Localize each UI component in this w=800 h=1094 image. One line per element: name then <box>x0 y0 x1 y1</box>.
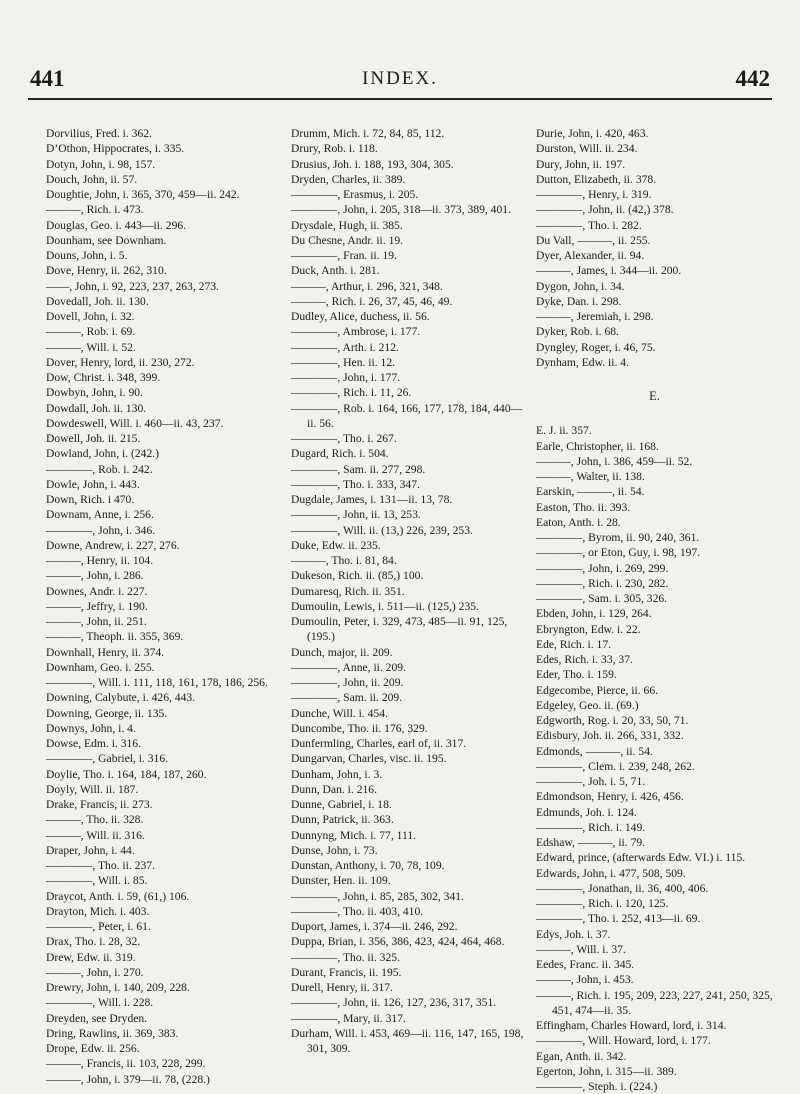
index-entry: ————, Tho. ii. 237. <box>46 859 155 872</box>
index-entry: ————, Tho. ii. 325. <box>291 950 400 964</box>
index-entry: ————, Fran. ii. 19. <box>291 249 397 262</box>
index-entry: Down, Rich. i 470. <box>46 493 135 506</box>
index-entry: Edmondson, Henry, i. 426, 456. <box>536 790 684 804</box>
index-entry: ———, John, i. 286. <box>46 569 144 583</box>
page-header <box>28 58 772 100</box>
index-entry: Edshaw, ———, ii. 79. <box>536 836 646 849</box>
index-entry: Drury, Rob. i. 118. <box>291 142 378 156</box>
index-column-3 <box>536 126 773 1094</box>
index-entry: Dow, Christ. i. 348, 399. <box>46 371 161 384</box>
index-entry: ————, Tho. i. 282. <box>536 218 642 232</box>
index-entry: ————, John, i. 346. <box>46 523 156 537</box>
index-entry: Dowdeswell, Will. i. 460—ii. 43, 237. <box>46 416 224 430</box>
index-entry: Dunham, John, i. 3. <box>291 767 383 781</box>
index-entry: ————, John, i. 85, 285, 302, 341. <box>291 889 464 903</box>
page-number-right: 442 <box>735 66 770 91</box>
index-entry: Edmonds, ———, ii. 54. <box>536 744 653 758</box>
index-entry: ———, Arthur, i. 296, 321, 348. <box>291 279 443 293</box>
index-entry: ————, John, i. 269, 299. <box>536 561 669 575</box>
index-entry: ———, Jeffry, i. 190. <box>46 599 148 613</box>
index-entry: Downing, Calybute, i. 426, 443. <box>46 691 196 705</box>
index-entry: Dyker, Rob. i. 68. <box>536 325 619 339</box>
index-entry: Dotyn, John, i. 98, 157. <box>46 157 156 171</box>
index-entry: Doylie, Tho. i. 164, 184, 187, 260. <box>46 767 207 781</box>
index-entry: ————, Byrom, ii. 90, 240, 361. <box>536 531 700 544</box>
index-entry: Dukeson, Rich. ii. (85,) 100. <box>291 569 424 583</box>
index-entry: Edward, prince, (afterwards Edw. VI.) i. 115. <box>536 851 746 865</box>
index-entry: Dunn, Dan. i. 216. <box>291 782 377 796</box>
index-entry: Doyly, Will. ii. 187. <box>46 782 139 796</box>
index-entry: Dovedall, Joh. ii. 130. <box>46 294 149 308</box>
index-entry: Downe, Andrew, i. 227, 276. <box>46 538 180 552</box>
index-entry: ———, John, ii. 251. <box>46 615 147 628</box>
index-entry: Earle, Christopher, ii. 168. <box>536 439 659 453</box>
index-entry: Egan, Anth. ii. 342. <box>536 1049 627 1063</box>
index-columns <box>46 126 774 1094</box>
index-entry: Duppa, Brian, i. 356, 386, 423, 424, 464, 468. <box>291 935 505 949</box>
index-entry: ———, James, i. 344—ii. 200. <box>536 264 682 278</box>
index-entry: Drusius, Joh. i. 188, 193, 304, 305. <box>291 157 454 171</box>
index-entry: ———, Rich. i. 473. <box>46 203 144 217</box>
index-entry: ————, Will. i. 85. <box>46 874 148 888</box>
index-entry: ———, Francis, ii. 103, 228, 299. <box>46 1057 206 1071</box>
index-entry: ————, Tho. ii. 403, 410. <box>291 904 424 918</box>
index-entry: ———, Tho. ii. 328. <box>46 813 144 827</box>
index-entry: ————, Rich. i. 120, 125. <box>536 897 669 910</box>
index-entry: Edys, Joh. i. 37. <box>536 927 611 941</box>
index-entry: Dury, John, ii. 197. <box>536 157 626 171</box>
index-entry: ————, Rich. i. 11, 26. <box>291 386 412 400</box>
index-entry: ———, Will. i. 52. <box>46 340 136 354</box>
index-entry: ————, Tho. i. 252, 413—ii. 69. <box>536 912 701 926</box>
index-entry: D’Othon, Hippocrates, i. 335. <box>46 142 185 156</box>
index-entry: Drax, Tho. i. 28, 32. <box>46 935 141 949</box>
index-entry: Dunse, John, i. 73. <box>291 843 378 857</box>
index-entry: ———, John, i. 379—ii. 78, (228.) <box>46 1072 210 1086</box>
index-column-2 <box>291 126 528 1094</box>
index-entry: ————, Sam. ii. 209. <box>291 691 403 705</box>
index-entry: Eaton, Anth. i. 28. <box>536 515 621 529</box>
index-entry: ———, Walter, ii. 138. <box>536 470 645 483</box>
index-entry: ———, Tho. i. 81, 84. <box>291 554 397 567</box>
index-entry: ————, Rob. i. 164, 166, 177, 178, 184, 440—ii. 56. <box>291 401 523 430</box>
index-entry: ————, Ambrose, i. 177. <box>291 325 421 339</box>
index-entry: Edisbury, Joh. ii. 266, 331, 332. <box>536 729 684 743</box>
index-entry: ———, Will. ii. 316. <box>46 828 145 842</box>
index-entry: ————, Hen. ii. 12. <box>291 355 396 369</box>
running-title: INDEX. <box>362 68 438 89</box>
index-entry: Du Vall, ———, ii. 255. <box>536 233 651 247</box>
index-entry: ————, Will. i. 228. <box>46 996 154 1010</box>
index-entry: ————, Henry, i. 319. <box>536 188 652 201</box>
index-entry: Eedes, Franc. ii. 345. <box>536 958 635 971</box>
index-entry: ———, Jeremiah, i. 298. <box>536 310 654 323</box>
index-entry: Earskin, ———, ii. 54. <box>536 485 645 499</box>
index-entry: Dunnyng, Mich. i. 77, 111. <box>291 828 417 842</box>
index-entry: Dutton, Elizabeth, ii. 378. <box>536 172 657 186</box>
index-entry: Ebden, John, i. 129, 264. <box>536 607 652 621</box>
index-entry: Dryden, Charles, ii. 389. <box>291 172 406 186</box>
index-entry: Dove, Henry, ii. 262, 310. <box>46 264 167 278</box>
index-entry: Dowle, John, i. 443. <box>46 477 140 491</box>
index-entry: ———, Henry, ii. 104. <box>46 554 154 567</box>
index-entry: Dovell, John, i. 32. <box>46 310 135 323</box>
index-entry: ———, John, i. 453. <box>536 973 634 987</box>
index-entry: Dowland, John, i. (242.) <box>46 447 160 461</box>
index-entry: Dynham, Edw. ii. 4. <box>536 355 629 369</box>
index-entry: ————, Tho. i. 333, 347. <box>291 477 420 491</box>
index-entry: ———, Will. i. 37. <box>536 942 626 956</box>
index-entry: Dudley, Alice, duchess, ii. 56. <box>291 310 430 323</box>
index-entry: Dungarvan, Charles, visc. ii. 195. <box>291 752 447 766</box>
index-entry: Durant, Francis, ii. 195. <box>291 965 402 979</box>
index-entry: Edgeley, Geo. ii. (69.) <box>536 698 639 712</box>
index-entry: Drope, Edw. ii. 256. <box>46 1042 140 1055</box>
index-entry: Downhall, Henry, ii. 374. <box>46 645 165 659</box>
index-entry: Effingham, Charles Howard, lord, i. 314. <box>536 1019 727 1032</box>
index-entry: Douns, John, i. 5. <box>46 249 128 262</box>
index-entry: Dowell, Joh. ii. 215. <box>46 432 141 445</box>
index-column-1 <box>46 126 283 1094</box>
index-entry: ————, Joh. i. 5, 71. <box>536 775 646 788</box>
index-entry: Eder, Tho. i. 159. <box>536 668 617 682</box>
index-entry: Durie, John, i. 420, 463. <box>536 127 649 140</box>
index-entry: ————, John, ii. 209. <box>291 676 404 689</box>
index-entry: Duck, Anth. i. 281. <box>291 264 380 278</box>
index-entry: ————, Mary, ii. 317. <box>291 1011 406 1025</box>
section-heading-e: E. <box>649 389 660 403</box>
index-entry: ————, Peter, i. 61. <box>46 920 151 933</box>
index-entry: ————, Clem. i. 239, 248, 262. <box>536 759 695 773</box>
index-entry: Durell, Henry, ii. 317. <box>291 981 393 994</box>
index-entry: Downes, Andr. i. 227. <box>46 584 148 598</box>
index-entry: Douch, John, ii. 57. <box>46 172 138 186</box>
index-entry: Du Chesne, Andr. ii. 19. <box>291 233 404 247</box>
index-entry: Downham, Geo. i. 255. <box>46 660 155 674</box>
index-e-entries <box>536 423 773 1094</box>
index-entry: Dowdall, Joh. ii. 130. <box>46 401 147 415</box>
index-entry: ————, Steph. i. (224.) <box>536 1080 658 1093</box>
index-entry: Edgecombe, Pierce, ii. 66. <box>536 683 659 697</box>
index-entry: Duke, Edw. ii. 235. <box>291 538 381 552</box>
index-entry: ———, John, i. 386, 459—ii. 52. <box>536 454 693 468</box>
index-entry: Edmunds, Joh. i. 124. <box>536 805 637 819</box>
index-entry: Dowse, Edm. i. 316. <box>46 737 141 750</box>
index-entry: ————, John, ii. 126, 127, 236, 317, 351. <box>291 996 497 1010</box>
index-entry: ————, Erasmus, i. 205. <box>291 188 419 201</box>
index-entry: Dreyden, see Dryden. <box>46 1011 148 1025</box>
index-entry: Drumm, Mich. i. 72, 84, 85, 112. <box>291 127 445 140</box>
index-entry: ————, Gabriel, i. 316. <box>46 752 169 766</box>
index-entry: Downam, Anne, i. 256. <box>46 508 154 522</box>
index-entry: Dumaresq, Rich. ii. 351. <box>291 584 405 598</box>
index-entry: Easton, Tho. ii. 393. <box>536 500 631 514</box>
index-entry: Dunch, major, ii. 209. <box>291 645 393 659</box>
index-entry: Douglas, Geo. i. 443—ii. 296. <box>46 218 187 232</box>
index-entry: Drayton, Mich. i. 403. <box>46 904 150 918</box>
index-entry: Dorvilius, Fred. i. 362. <box>46 127 152 140</box>
index-entry: Downing, George, ii. 135. <box>46 706 168 720</box>
index-entry: Ede, Rich. i. 17. <box>536 637 612 651</box>
index-entry: ————, John, ii. (42,) 378. <box>536 203 674 217</box>
index-entry: Durham, Will. i. 453, 469—ii. 116, 147, 165, 198, 301, 309. <box>291 1026 524 1055</box>
index-entry: Dumoulin, Lewis, i. 511—ii. (125,) 235. <box>291 599 479 613</box>
index-entry: Dunster, Hen. ii. 109. <box>291 874 391 888</box>
index-entry: Dover, Henry, lord, ii. 230, 272. <box>46 355 195 369</box>
index-entry: Dowbyn, John, i. 90. <box>46 386 143 400</box>
index-entry: ————, or Eton, Guy, i. 98, 197. <box>536 546 701 560</box>
index-entry: ————, John, ii. 13, 253. <box>291 508 421 522</box>
index-entry: ———, John, i. 270. <box>46 965 144 979</box>
index-d-continued <box>536 126 773 370</box>
index-entry: ————, Will. ii. (13,) 226, 239, 253. <box>291 523 473 537</box>
index-entry: ————, John, i. 177. <box>291 371 401 384</box>
index-entry: Dunn, Patrick, ii. 363. <box>291 813 394 827</box>
index-entry: Ebryngton, Edw. i. 22. <box>536 622 641 636</box>
index-entry: Edgworth, Rog. i. 20, 33, 50, 71. <box>536 714 689 727</box>
index-entry: Dunne, Gabriel, i. 18. <box>291 798 392 811</box>
index-entry: ———, Theoph. ii. 355, 369. <box>46 630 184 644</box>
index-entry: Duncombe, Tho. ii. 176, 329. <box>291 721 428 735</box>
index-entry: ————, Rich. i. 230, 282. <box>536 576 669 590</box>
index-entry: Dounham, see Downham. <box>46 233 167 247</box>
index-entry: ————, Rob. i. 242. <box>46 462 153 476</box>
index-entry: ————, Will. Howard, lord, i. 177. <box>536 1034 711 1048</box>
index-entry: Downys, John, i. 4. <box>46 721 136 735</box>
index-entry: ——, John, i. 92, 223, 237, 263, 273. <box>46 279 219 293</box>
index-entry: Duport, James, i. 374—ii. 246, 292. <box>291 920 458 933</box>
index-entry: Drysdale, Hugh, ii. 385. <box>291 218 403 232</box>
index-entry: ————, John, i. 205, 318—ii. 373, 389, 401. <box>291 203 511 217</box>
index-entry: ————, Rich. i. 149. <box>536 820 646 834</box>
index-entry: Dyngley, Roger, i. 46, 75. <box>536 340 656 354</box>
index-entry: Dyer, Alexander, ii. 94. <box>536 249 645 262</box>
index-entry: Dygon, John, i. 34. <box>536 279 625 293</box>
index-entry: ————, Sam. i. 305, 326. <box>536 592 668 605</box>
index-entry: Draper, John, i. 44. <box>46 843 135 857</box>
index-entry: ————, Tho. i. 267. <box>291 432 397 445</box>
index-entry: Egerton, John, i. 315—ii. 389. <box>536 1064 677 1078</box>
index-entry: Edwards, John, i. 477, 508, 509. <box>536 866 686 880</box>
index-entry: Drewry, John, i. 140, 209, 228. <box>46 981 190 994</box>
index-entry: ————, Anne, ii. 209. <box>291 660 406 674</box>
index-entry: ————, Sam. ii. 277, 298. <box>291 462 426 476</box>
index-entry: Dunstan, Anthony, i. 70, 78, 109. <box>291 859 445 872</box>
index-entry: Edes, Rich. i. 33, 37. <box>536 653 633 666</box>
index-entry: Dunfermling, Charles, earl of, ii. 317. <box>291 737 467 750</box>
index-entry: ———, Rich. i. 26, 37, 45, 46, 49. <box>291 294 453 308</box>
index-entry: Dugdale, James, i. 131—ii. 13, 78. <box>291 493 453 506</box>
page-number-left: 441 <box>30 66 65 91</box>
index-entry: Dugard, Rich. i. 504. <box>291 447 389 461</box>
index-entry: Drake, Francis, ii. 273. <box>46 798 153 811</box>
index-entry: Dyke, Dan. i. 298. <box>536 294 622 308</box>
index-entry: Dunche, Will. i. 454. <box>291 706 388 720</box>
index-entry: Dumoulin, Peter, i. 329, 473, 485—ii. 91, 125, (195.) <box>291 615 508 644</box>
index-entry: E. J. ii. 357. <box>536 424 592 438</box>
index-entry: ———, Rich. i. 195, 209, 223, 227, 241, 250, 325, 451, 474—ii. 35. <box>536 988 773 1017</box>
index-entry: Durston, Will. ii. 234. <box>536 142 638 156</box>
index-entry: Dring, Rawlins, ii. 369, 383. <box>46 1026 179 1040</box>
index-entry: Doughtie, John, i. 365, 370, 459—ii. 242. <box>46 188 240 201</box>
index-entry: ————, Arth. i. 212. <box>291 340 399 354</box>
index-entry: Draycot, Anth. i. 59, (61,) 106. <box>46 889 190 903</box>
index-entry: ————, Will. i. 111, 118, 161, 178, 186, 256. <box>46 676 268 689</box>
index-entry: ————, Jonathan, ii. 36, 400, 406. <box>536 881 709 895</box>
index-entry: Drew, Edw. ii. 319. <box>46 950 136 964</box>
index-entry: ———, Rob. i. 69. <box>46 325 136 339</box>
